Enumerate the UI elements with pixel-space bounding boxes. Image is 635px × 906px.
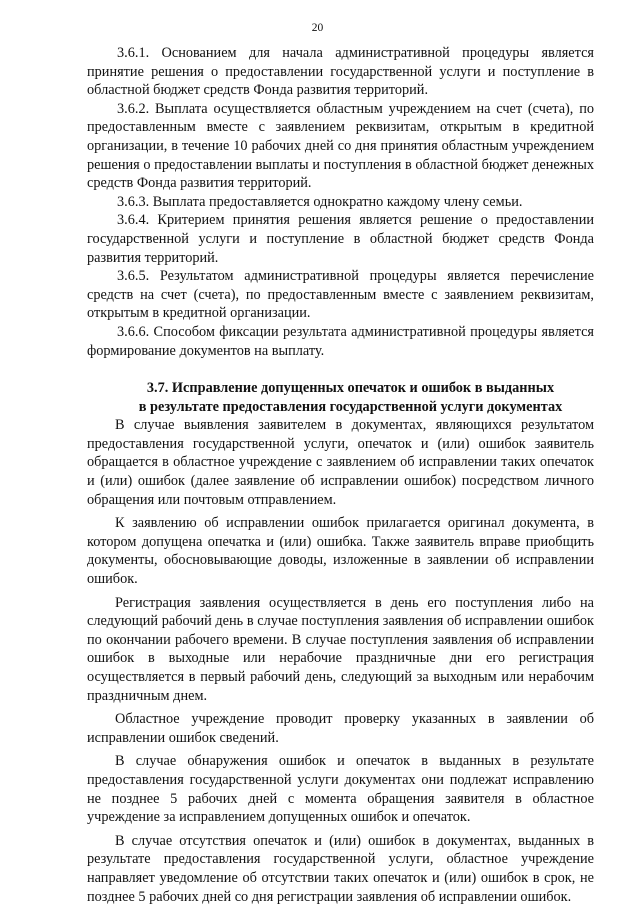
document-body (87, 44, 594, 906)
paragraph-3-6-2: 3.6.2. Выплата осуществляется областным учреждением на счет (счета), по предоставленным вместе с заявлением реквизитам, открытым в кредитной организации, в течение 10 рабочих дней со дня принятия областным учреждением решения о предоставлении выплаты и поступления в областной бюджет денежных средств Фонда развития территорий. (87, 100, 594, 192)
paragraph-correction-deadline: В случае обнаружения ошибок и опечаток в выданных в результате предоставления государственной услуги документах они подлежат исправлению не позднее 5 рабочих дней с момента обращения заявителя в областное учреждение за исправлением допущенных ошибок и опечаток. (87, 753, 594, 826)
paragraph-3-6-5: 3.6.5. Результатом административной процедуры является перечисление средств на счет (счета), по предоставленным вместе с заявлением реквизитам, открытым в кредитной организации. (87, 268, 594, 322)
page-number: 20 (311, 22, 324, 34)
section-heading-3-7 (87, 379, 594, 416)
paragraph-3-6-1: 3.6.1. Основанием для начала административной процедуры является принятие решения о предоставлении государственной услуги и поступление в областной бюджет средств Фонда развития территорий. (87, 45, 594, 99)
section-heading-line-2: в результате предоставления государственной услуги документах (138, 398, 563, 415)
section-heading-line-1: 3.7. Исправление допущенных опечаток и ошибок в выданных (146, 380, 555, 397)
paragraph-3-6-4: 3.6.4. Критерием принятия решения является решение о предоставлении государственной услуги и поступление в областной бюджет средств Фонда развития территорий. (87, 212, 594, 266)
paragraph-errors-application: В случае выявления заявителем в документах, являющихся результатом предоставления государственной услуги, опечаток и (или) ошибок заявитель обращается в областное учреждение с заявлением об исправлении таких опечаток и (или) ошибок (далее заявление об исправлении ошибок) посредством личного обращения или почтовым отправлением. (87, 417, 594, 508)
paragraph-no-errors-notice: В случае отсутствия опечаток и (или) ошибок в документах, выданных в результате предоставления государственной услуги, областное учреждение направляет уведомление об отсутствии таких опечаток и (или) ошибок в срок, не позднее 5 рабочих дней со дня регистрации заявления об исправлении ошибок. (87, 832, 594, 905)
paragraph-registration: Регистрация заявления осуществляется в день его поступления либо на следующий рабочий день в случае поступления заявления об исправлении ошибок по окончании рабочего времени. В случае поступления заявления об исправлении ошибок в выходные или нерабочие праздничные дни его регистрация осуществляется в первый рабочий день, следующий за выходным или нерабочим праздничным днем. (87, 594, 594, 704)
paragraph-3-6-6: 3.6.6. Способом фиксации результата административной процедуры является формирование документов на выплату. (87, 323, 594, 359)
paragraph-3-6-3: 3.6.3. Выплата предоставляется однократно каждому члену семьи. (117, 193, 523, 210)
paragraph-verification: Областное учреждение проводит проверку указанных в заявлении об исправлении ошибок сведений. (87, 711, 594, 746)
paragraph-attachments: К заявлению об исправлении ошибок прилагается оригинал документа, в котором допущена опечатка и (или) ошибка. Также заявитель вправе приобщить документы, обосновывающие доводы, изложенные в заявлении об исправлении ошибок. (87, 515, 594, 588)
